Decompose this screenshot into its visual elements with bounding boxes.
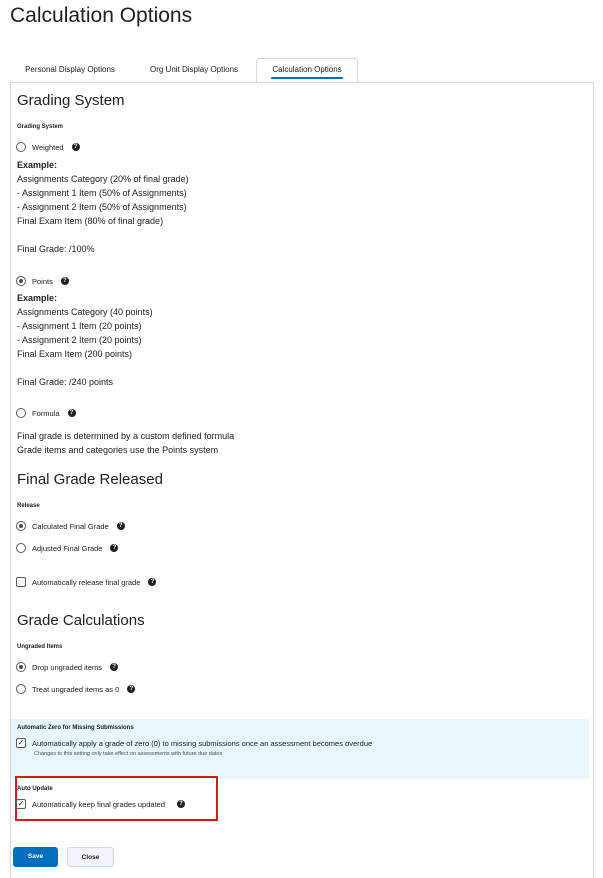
auto-release-label[interactable]: Automatically release final grade bbox=[32, 577, 141, 587]
radio-treat-ungraded-zero-label[interactable]: Treat ungraded items as 0 bbox=[32, 684, 120, 694]
radio-weighted[interactable] bbox=[16, 142, 26, 152]
tab-label: Calculation Options bbox=[272, 65, 342, 74]
save-button[interactable]: Save bbox=[13, 847, 58, 867]
check-icon: ✓ bbox=[17, 738, 25, 747]
auto-release-checkbox[interactable] bbox=[16, 577, 26, 587]
radio-drop-ungraded[interactable] bbox=[16, 662, 26, 672]
weighted-example-line: - Assignment 2 Item (50% of Assignments) bbox=[17, 202, 187, 212]
final-grade-released-heading: Final Grade Released bbox=[17, 471, 163, 488]
auto-update-checkbox[interactable] bbox=[16, 799, 26, 809]
auto-zero-row[interactable] bbox=[16, 737, 372, 749]
radio-drop-ungraded-row[interactable] bbox=[16, 661, 118, 673]
radio-treat-ungraded-zero-row[interactable] bbox=[16, 683, 135, 695]
points-final-grade: Final Grade: /240 points bbox=[17, 377, 114, 387]
radio-adjusted-final-grade[interactable] bbox=[16, 543, 26, 553]
help-icon[interactable]: ? bbox=[127, 685, 135, 693]
points-example-line: Assignments Category (40 points) bbox=[17, 307, 153, 317]
formula-description-line: Final grade is determined by a custom defined formula bbox=[17, 431, 235, 441]
radio-weighted-label[interactable]: Weighted bbox=[32, 142, 64, 152]
tab-personal-display-options[interactable] bbox=[10, 58, 130, 82]
points-example-title: Example: bbox=[17, 293, 58, 303]
weighted-example-title: Example: bbox=[17, 160, 58, 170]
radio-formula-row[interactable] bbox=[16, 407, 76, 419]
points-example-line: - Assignment 2 Item (20 points) bbox=[17, 335, 142, 345]
formula-description-line: Grade items and categories use the Points system bbox=[17, 445, 219, 455]
radio-adjusted-final-grade-label[interactable]: Adjusted Final Grade bbox=[32, 543, 103, 553]
auto-zero-text[interactable]: Automatically apply a grade of zero (0) to missing submissions once an assessment becomes overdue bbox=[32, 738, 373, 748]
help-icon[interactable]: ? bbox=[110, 544, 118, 552]
auto-zero-checkbox[interactable] bbox=[16, 738, 26, 748]
check-icon: ✓ bbox=[17, 799, 25, 808]
weighted-example-line: Assignments Category (20% of final grade) bbox=[17, 174, 189, 184]
grading-system-label: Grading System bbox=[17, 124, 64, 130]
radio-treat-ungraded-zero[interactable] bbox=[16, 684, 26, 694]
tab-bar bbox=[10, 58, 594, 82]
radio-points[interactable] bbox=[16, 276, 26, 286]
auto-zero-label: Automatic Zero for Missing Submissions bbox=[17, 725, 134, 731]
help-icon[interactable]: ? bbox=[117, 522, 125, 530]
radio-weighted-row[interactable] bbox=[16, 141, 80, 153]
auto-update-label: Auto Update bbox=[17, 786, 53, 792]
radio-points-row[interactable] bbox=[16, 275, 69, 287]
auto-zero-note: Changes to this setting only take effect on assessments with future due dates bbox=[34, 751, 223, 757]
weighted-example-line: Final Exam Item (80% of final grade) bbox=[17, 216, 164, 226]
radio-drop-ungraded-label[interactable]: Drop ungraded items bbox=[32, 662, 103, 672]
auto-update-text[interactable]: Automatically keep final grades updated bbox=[32, 799, 166, 809]
points-example-line: - Assignment 1 Item (20 points) bbox=[17, 321, 142, 331]
radio-formula[interactable] bbox=[16, 408, 26, 418]
radio-calculated-final-grade-row[interactable] bbox=[16, 520, 125, 532]
radio-points-label[interactable]: Points bbox=[32, 276, 53, 286]
ungraded-items-label: Ungraded Items bbox=[17, 644, 63, 650]
radio-formula-label[interactable]: Formula bbox=[32, 408, 60, 418]
radio-adjusted-final-grade-row[interactable] bbox=[16, 542, 118, 554]
help-icon[interactable]: ? bbox=[110, 663, 118, 671]
tab-label: Personal Display Options bbox=[25, 65, 115, 74]
weighted-example-line: - Assignment 1 Item (50% of Assignments) bbox=[17, 188, 187, 198]
auto-update-row[interactable] bbox=[16, 798, 185, 810]
tab-org-unit-display-options[interactable] bbox=[136, 58, 252, 82]
weighted-final-grade: Final Grade: /100% bbox=[17, 244, 95, 254]
grade-calculations-heading: Grade Calculations bbox=[17, 612, 145, 629]
help-icon[interactable]: ? bbox=[72, 143, 80, 151]
active-tab-indicator bbox=[271, 77, 343, 79]
page-title: Calculation Options bbox=[10, 4, 193, 27]
tab-label: Org Unit Display Options bbox=[149, 65, 239, 74]
auto-release-row[interactable] bbox=[16, 576, 156, 588]
close-button[interactable]: Close bbox=[67, 847, 114, 867]
help-icon[interactable]: ? bbox=[68, 409, 76, 417]
tab-calculation-options[interactable] bbox=[256, 58, 358, 83]
release-label: Release bbox=[17, 503, 40, 509]
help-icon[interactable]: ? bbox=[177, 800, 185, 808]
points-example-line: Final Exam Item (200 points) bbox=[17, 349, 133, 359]
help-icon[interactable]: ? bbox=[61, 277, 69, 285]
radio-calculated-final-grade-label[interactable]: Calculated Final Grade bbox=[32, 521, 109, 531]
calculation-options-panel bbox=[10, 82, 594, 878]
radio-calculated-final-grade[interactable] bbox=[16, 521, 26, 531]
help-icon[interactable]: ? bbox=[148, 578, 156, 586]
grading-system-heading: Grading System bbox=[17, 92, 125, 109]
